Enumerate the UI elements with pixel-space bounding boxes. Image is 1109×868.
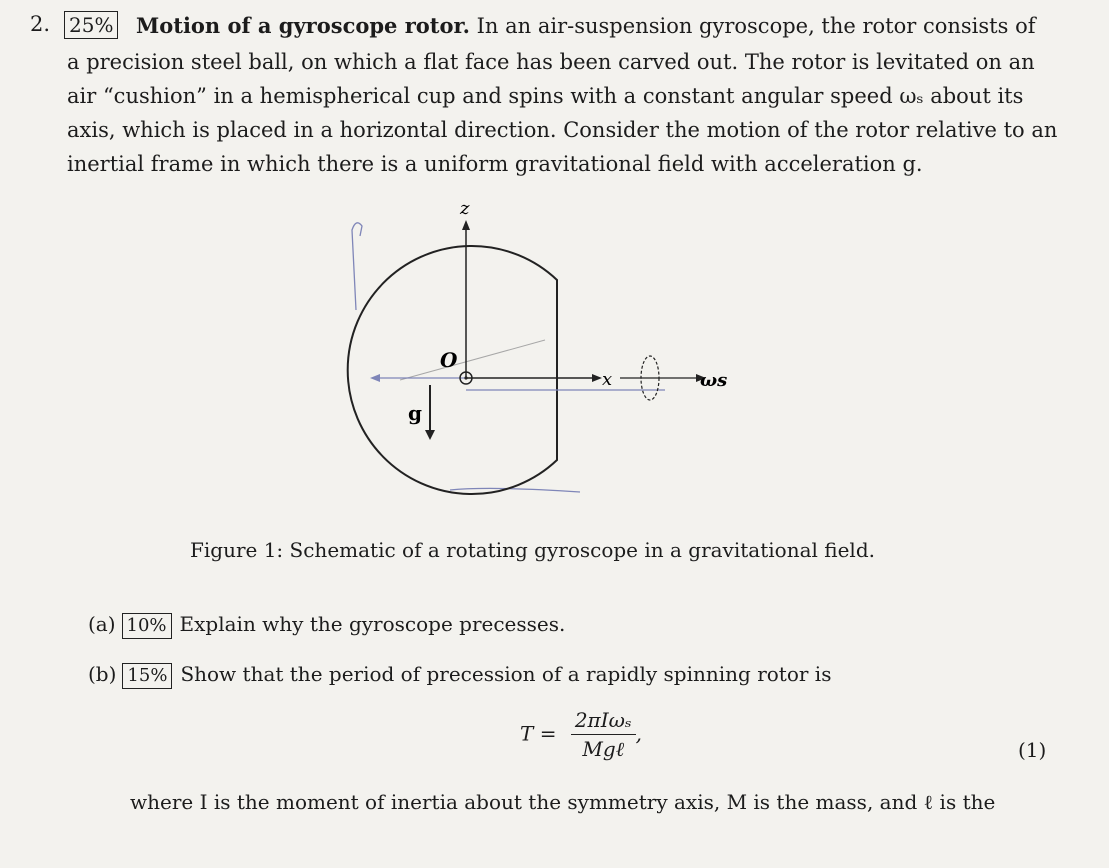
- z-axis-label: z: [460, 198, 470, 219]
- equation-1: [520, 708, 642, 762]
- pencil-annotation: [352, 223, 362, 310]
- part-a-text: Explain why the gyroscope precesses.: [179, 612, 566, 636]
- figure-caption: Figure 1: Schematic of a rotating gyroscope in a gravitational field.: [190, 538, 875, 562]
- x-axis-label: x: [602, 369, 613, 390]
- part-b-weight-box: 15%: [122, 663, 172, 689]
- problem-line-2: a precision steel ball, on which a flat face has been carved out. The rotor is levitated on an: [67, 50, 1035, 74]
- last-line: where I is the moment of inertia about the symmetry axis, M is the mass, and ℓ is the: [130, 790, 996, 814]
- pencil-line: [400, 340, 545, 380]
- omega-label: ωs: [700, 370, 728, 391]
- problem-line-5: inertial frame in which there is a uniform gravitational field with acceleration g.: [67, 152, 923, 176]
- origin-label: O: [440, 348, 458, 372]
- gyroscope-figure: [290, 190, 740, 520]
- gravity-label: g: [408, 401, 422, 425]
- pencil-arrowhead: [370, 374, 380, 382]
- equation-trail: ,: [635, 721, 643, 746]
- z-axis-arrowhead: [462, 220, 470, 230]
- problem-line-3: air “cushion” in a hemispherical cup and spins with a constant angular speed ωₛ about its: [67, 84, 1024, 108]
- equation-numerator: 2πIωₛ: [571, 708, 636, 735]
- equation-lhs: T =: [520, 721, 557, 746]
- pencil-underline: [450, 488, 580, 492]
- part-a: [88, 612, 565, 639]
- problem-line-4: axis, which is placed in a horizontal direction. Consider the motion of the rotor relative to an: [67, 118, 1058, 142]
- part-b: [88, 662, 831, 689]
- problem-line-1-text: In an air-suspension gyroscope, the rotor consists of: [476, 14, 1036, 38]
- equation-number: (1): [1018, 738, 1047, 762]
- problem-number: 2.: [30, 12, 51, 36]
- origin-dot: [464, 376, 467, 379]
- part-a-weight-box: 10%: [122, 613, 172, 639]
- problem-line-1: [136, 12, 1035, 40]
- part-b-label: (b): [88, 662, 117, 686]
- problem-title: Motion of a gyroscope rotor.: [136, 13, 470, 38]
- x-axis-arrowhead: [592, 374, 602, 382]
- part-b-text: Show that the period of precession of a rapidly spinning rotor is: [180, 662, 832, 686]
- equation-fraction: [571, 708, 636, 762]
- gravity-arrowhead: [425, 430, 435, 440]
- part-a-label: (a): [88, 612, 116, 636]
- equation-denominator: Mgℓ: [582, 737, 625, 761]
- problem-weight-box: 25%: [64, 11, 118, 39]
